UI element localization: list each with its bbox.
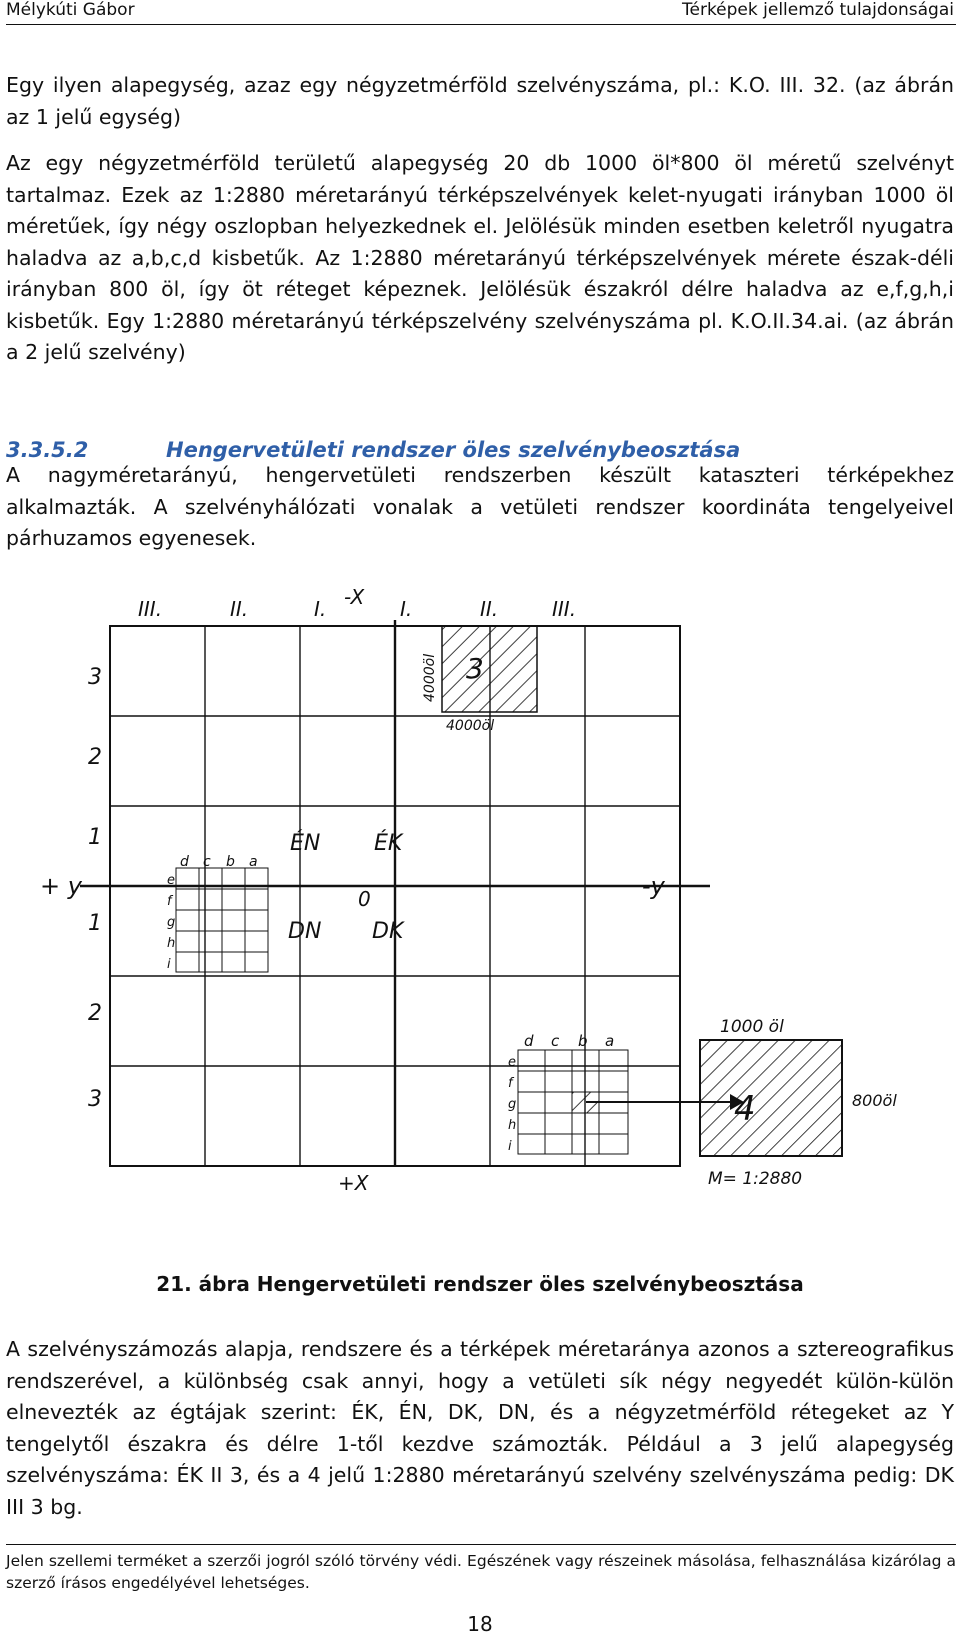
left-row-letter-h: h (167, 936, 176, 951)
main-grid (80, 620, 710, 1166)
right-row-letter-i: i (508, 1139, 512, 1154)
right-row-letter-g: g (508, 1097, 517, 1112)
left-col-letter-c: c (203, 854, 211, 870)
row-label-north-1: 1 (88, 825, 102, 850)
quadrant-label-dk: DK (372, 919, 404, 944)
col-label-east-3: III. (552, 597, 577, 621)
unit-3-hatched-cell (442, 626, 537, 712)
unit-4-hatched-sheet (700, 1040, 842, 1156)
grid-diagram-svg (30, 585, 930, 1220)
left-row-letter-g: g (167, 915, 176, 930)
right-row-letter-f: f (508, 1076, 513, 1091)
plus-y-label: + y (40, 872, 82, 900)
section-heading (6, 438, 740, 462)
row-label-north-3: 3 (88, 665, 102, 690)
paragraph-3: A nagyméretarányú, hengervetületi rendszerben készült kataszteri térképekhez alkalmazták. A szelvényhálózati vonalak a vetületi rendszer koordináta tengelyeivel párhuzamos egyenesek. (6, 463, 954, 550)
paragraph-4: A szelvényszámozás alapja, rendszere és a térképek méretaránya azonos a sztereografikus rendszerével, a különbség csak annyi, hogy a vetületi sík négy negyedét külön-külön elnevezték az égtájak szerint: ÉK, ÉN, DK, DN, és a négyzetmérföld rétegeket az Y tengelytől északra és délre 1-től kezdve számozták. Például a 3 jelű alapegység szelvényszáma: ÉK II 3, és a 4 jelű 1:2880 méretarányú szelvény szelvényszáma pedig: DK III 3 bg. (6, 1337, 954, 1519)
row-label-north-2: 2 (88, 745, 102, 770)
scale-label: M= 1:2880 (708, 1169, 803, 1189)
left-row-letter-e: e (167, 873, 175, 888)
right-col-letter-d: d (524, 1032, 534, 1050)
col-label-east-2: II. (480, 597, 499, 621)
right-col-letter-c: c (551, 1032, 560, 1050)
col-label-east-1: I. (400, 597, 413, 621)
quadrant-label-en: ÉN (290, 831, 321, 856)
row-label-south-3: 3 (88, 1087, 102, 1112)
right-row-letter-e: e (508, 1055, 516, 1070)
page-header (0, 0, 960, 22)
header-title: Térképek jellemző tulajdonságai (682, 0, 954, 20)
col-label-west-3: III. (138, 597, 163, 621)
dim-4000-horizontal: 4000öl (446, 718, 495, 734)
quadrant-label-ek: ÉK (374, 831, 403, 856)
right-row-letter-h: h (508, 1118, 517, 1133)
page-number: 18 (467, 1612, 493, 1636)
header-author: Mélykúti Gábor (6, 0, 135, 20)
left-col-letter-d: d (180, 854, 189, 870)
right-col-letter-a: a (605, 1032, 615, 1050)
col-label-west-1: I. (314, 597, 327, 621)
figure-grid-diagram (30, 585, 930, 1220)
header-rule (6, 24, 956, 25)
section-number: 3.3.5.2 (6, 438, 89, 462)
row-label-south-2: 2 (88, 1001, 102, 1026)
quadrant-label-dn: DN (288, 919, 322, 944)
footnote-rule (6, 1544, 956, 1545)
left-col-letter-a: a (249, 854, 258, 870)
dim-800-label: 800öl (852, 1091, 897, 1110)
left-col-letter-b: b (226, 854, 235, 870)
unit-4-label: 4 (734, 1089, 756, 1129)
unit-3-label: 3 (466, 652, 484, 685)
dim-1000-label: 1000 öl (720, 1017, 784, 1037)
minus-x-label: -X (344, 585, 365, 609)
section-title: Hengervetületi rendszer öles szelvénybeosztása (166, 438, 741, 462)
right-col-letter-b: b (578, 1032, 588, 1050)
row-label-south-1: 1 (88, 911, 102, 936)
col-label-west-2: II. (230, 597, 249, 621)
plus-x-label: +X (338, 1171, 369, 1195)
left-row-letter-f: f (167, 894, 172, 909)
left-row-letter-i: i (167, 957, 171, 972)
origin-label: 0 (358, 887, 371, 911)
subgrid-left (176, 868, 268, 972)
minus-y-label: -y (642, 872, 665, 900)
figure-caption: 21. ábra Hengervetületi rendszer öles szelvénybeosztása (156, 1272, 804, 1296)
paragraph-2: Az egy négyzetmérföld területű alapegység 20 db 1000 öl*800 öl méretű szelvényt tartalmaz. Ezek az 1:2880 méretarányú térképszelvények kelet-nyugati irányban 1000 öl méretűek, így négy oszlopban helyezkednek el. Jelölésük minden esetben keletről nyugatra haladva az a,b,c,d kisbetűk. Az 1:2880 méretarányú térképszelvények mérete észak-déli irányban 800 öl, így öt réteget képeznek. Jelölésük északról délre haladva az e,f,g,h,i kisbetűk. Egy 1:2880 méretarányú térképszelvény szelvényszáma pl. K.O.II.34.ai. (az ábrán a 2 jelű szelvény) (6, 151, 954, 364)
copyright-footnote: Jelen szellemi terméket a szerzői jogról szóló törvény védi. Egészének vagy részeinek másolása, felhasználása kizárólag a szerző írásos engedélyével lehetséges. (6, 1552, 956, 1592)
paragraph-1: Egy ilyen alapegység, azaz egy négyzetmérföld szelvényszáma, pl.: K.O. III. 32. (az ábrán az 1 jelű egység) (6, 73, 954, 129)
dim-4000-vertical: 4000öl (422, 653, 438, 702)
